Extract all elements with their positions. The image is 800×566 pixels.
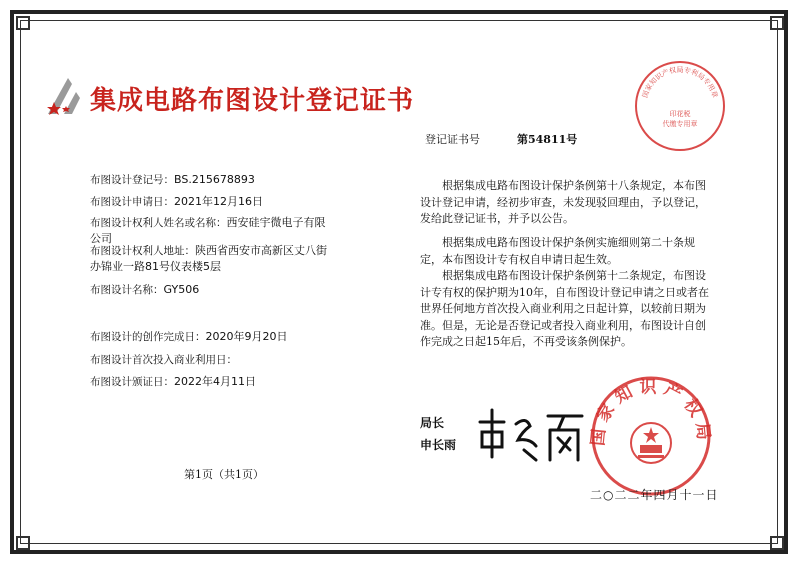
cnipa-logo-icon	[42, 70, 94, 122]
certificate-number	[425, 131, 578, 147]
field-value-continued: 公司	[90, 232, 112, 245]
certificate-number-value: 第54811号	[517, 133, 578, 146]
corner-ornament	[16, 536, 30, 550]
paragraph-registration: 根据集成电路布图设计保护条例第十八条规定，本布图设计登记申请，经初步审查，未发现驳回理由，予以登记，发给此登记证书，并予以公告。	[420, 179, 706, 225]
field-value: BS.215678893	[174, 173, 255, 186]
tax-seal-arc-text: 国家知识产权局专利局专用章	[641, 65, 719, 99]
field-value: 西安硅宇微电子有限	[226, 216, 326, 229]
field-first-commercial-use-date	[90, 352, 237, 368]
director-name: 申长雨	[420, 438, 457, 452]
field-value: 2022年4月11日	[174, 375, 256, 388]
field-label: 布图设计的创作完成日：	[90, 331, 206, 343]
corner-ornament	[770, 16, 784, 30]
field-value: 2020年9月20日	[205, 330, 288, 343]
corner-ornament	[770, 536, 784, 550]
field-label: 布图设计名称：	[90, 284, 164, 296]
cnipa-official-seal	[588, 373, 714, 499]
director-title: 局长	[420, 416, 445, 430]
field-application-date	[90, 194, 263, 210]
national-emblem-icon	[631, 423, 671, 463]
field-label: 布图设计权利人姓名或名称：	[90, 217, 227, 229]
certificate-title: 集成电路布图设计登记证书	[90, 86, 415, 116]
field-label: 布图设计颁证日：	[90, 376, 174, 388]
field-registration-number	[90, 172, 255, 188]
field-issue-date	[90, 374, 256, 390]
field-value: 2021年12月16日	[174, 195, 263, 208]
field-value-continued: 办锦业一路81号仪表楼5层	[90, 260, 221, 273]
tax-seal-inner-line-2: 代缴专用章	[662, 120, 698, 128]
certificate-number-label: 登记证书号	[425, 133, 480, 146]
page-indicator: 第1页（共1页）	[184, 468, 264, 481]
field-value: GY506	[163, 283, 200, 296]
director-signature	[470, 402, 590, 472]
issue-date-chinese: 二○二二年四月十一日	[590, 488, 719, 502]
field-label: 布图设计权利人地址：	[90, 245, 195, 257]
seal-arc-text: 国家知识产权局	[588, 377, 714, 447]
field-label: 布图设计申请日：	[90, 196, 174, 208]
field-label: 布图设计登记号：	[90, 174, 174, 186]
svg-text:国家知识产权局专利局专用章	[640, 65, 720, 99]
field-creation-date	[90, 329, 288, 345]
paragraph-protection-term: 根据集成电路布图设计保护条例第十二条规定，布图设计专有权的保护期为10年，自布图设计登记申请之日或者在世界任何地方首次投入商业利用之日起计算，以较前日期为准。但是，无论是否登记或者投入商业利用，布图设计自创作完成之日起15年后，不再受该条例保护。	[420, 269, 709, 348]
field-design-name	[90, 282, 199, 298]
tax-seal-stamp	[632, 58, 728, 154]
field-value: 陕西省西安市高新区丈八街	[195, 244, 327, 257]
tax-seal-inner-line-1: 印花税	[669, 110, 691, 118]
corner-ornament	[16, 16, 30, 30]
paragraph-effective: 根据集成电路布图设计保护条例实施细则第二十条规定，本布图设计专有权自申请日起生效。	[420, 236, 695, 266]
field-label: 布图设计首次投入商业利用日：	[90, 354, 237, 366]
field-owner-address	[90, 243, 327, 275]
